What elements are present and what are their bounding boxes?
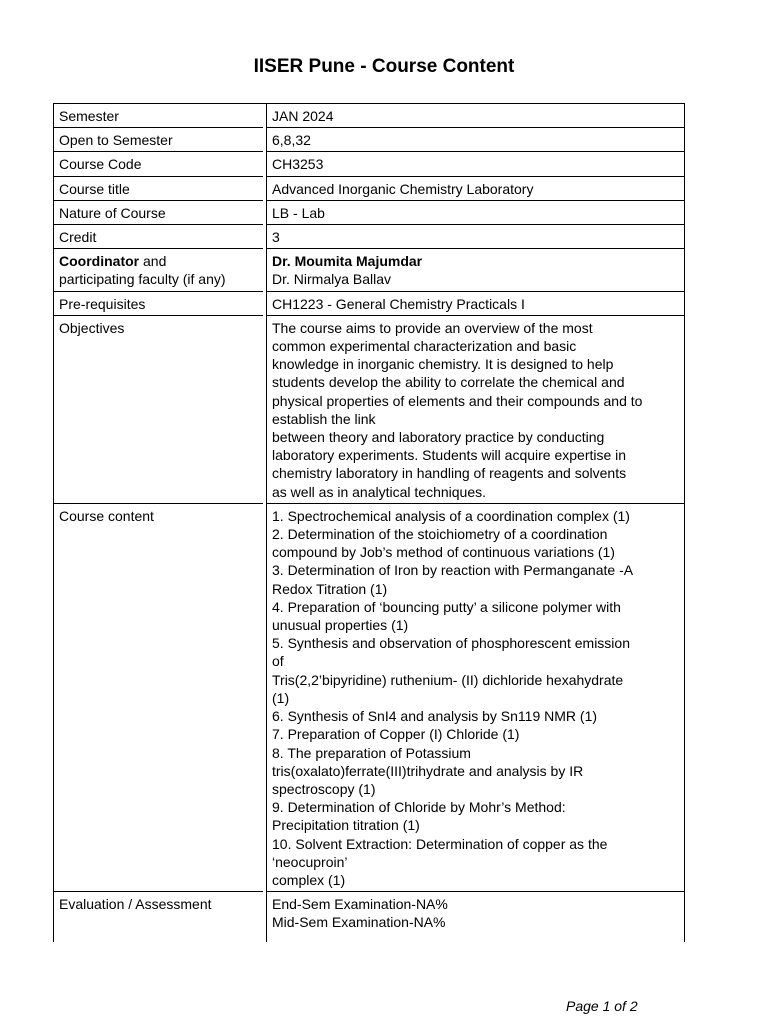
coordinator-label-suffix: and [139, 253, 167, 270]
table-row-open-to-semester [53, 128, 685, 152]
coordinator-label-line2: participating faculty (if any) [59, 271, 226, 288]
table-row-objectives [53, 316, 685, 504]
table-row-prerequisites [53, 292, 685, 316]
content-line: of [272, 653, 284, 670]
content-line: 4. Preparation of ‘bouncing putty’ a silicone polymer with [272, 598, 621, 615]
content-line: compound by Job’s method of continuous variations (1) [272, 544, 615, 561]
content-line: 6. Synthesis of SnI4 and analysis by Sn119 NMR (1) [272, 708, 598, 725]
row-value: CH1223 - General Chemistry Practicals I [266, 292, 685, 316]
row-value: 3 [266, 225, 685, 249]
content-line: spectroscopy (1) [272, 780, 376, 797]
content-line: 5. Synthesis and observation of phosphorescent emission [272, 635, 630, 652]
row-value: JAN 2024 [266, 104, 685, 128]
content-line: Precipitation titration (1) [272, 817, 420, 834]
row-label: Evaluation / Assessment [53, 892, 263, 942]
table-row-coordinator [53, 249, 685, 291]
table-row-evaluation [53, 892, 685, 942]
row-value [266, 504, 685, 892]
content-line: 9. Determination of Chloride by Mohr’s Method: [272, 799, 566, 816]
table-row-course-content [53, 504, 685, 892]
row-value: 6,8,32 [266, 128, 685, 152]
objectives-line: laboratory experiments. Students will acquire expertise in [272, 447, 627, 464]
content-line: complex (1) [272, 871, 346, 888]
course-table [53, 103, 685, 942]
row-value: CH3253 [266, 152, 685, 176]
content-line: 10. Solvent Extraction: Determination of copper as the [272, 835, 608, 852]
row-label: Semester [53, 104, 263, 128]
content-line: Tris(2,2’bipyridine) ruthenium- (II) dichloride hexahydrate [272, 671, 624, 688]
row-value: Advanced Inorganic Chemistry Laboratory [266, 177, 685, 201]
content-line: tris(oxalato)ferrate(III)trihydrate and analysis by IR [272, 762, 584, 779]
content-line: 7. Preparation of Copper (I) Chloride (1) [272, 726, 520, 743]
objectives-line: The course aims to provide an overview of the most [272, 319, 593, 336]
page-title: IISER Pune - Course Content [253, 56, 515, 77]
table-row-course-code [53, 152, 685, 176]
row-label: Course content [53, 504, 263, 892]
coordinator-name: Dr. Moumita Majumdar [272, 253, 423, 270]
table-row-nature-of-course [53, 201, 685, 225]
evaluation-line: Mid-Sem Examination-NA% [272, 914, 446, 931]
coordinator-label: Coordinator [59, 253, 140, 270]
objectives-line: physical properties of elements and their compounds and to [272, 392, 643, 409]
evaluation-line: End-Sem Examination-NA% [272, 896, 448, 913]
page-number: Page 1 of 2 [566, 998, 638, 1014]
row-value: LB - Lab [266, 201, 685, 225]
objectives-line: chemistry laboratory in handling of reagents and solvents [272, 465, 627, 482]
content-line: (1) [272, 689, 290, 706]
objectives-line: knowledge in inorganic chemistry. It is designed to help [272, 356, 614, 373]
content-line: 2. Determination of the stoichiometry of a coordination [272, 526, 608, 543]
row-label: Nature of Course [53, 201, 263, 225]
row-value [266, 316, 685, 504]
objectives-line: between theory and laboratory practice by conducting [272, 429, 605, 446]
table-row-course-title [53, 177, 685, 201]
faculty-name: Dr. Nirmalya Ballav [272, 271, 392, 288]
content-line: 1. Spectrochemical analysis of a coordination complex (1) [272, 507, 630, 524]
row-value [266, 892, 685, 942]
row-label: Open to Semester [53, 128, 263, 152]
row-label: Course Code [53, 152, 263, 176]
content-line: unusual properties (1) [272, 617, 409, 634]
table-row-credit [53, 225, 685, 249]
objectives-line: students develop the ability to correlate the chemical and [272, 374, 625, 391]
content-line: ‘neocuproin’ [272, 853, 348, 870]
content-line: 3. Determination of Iron by reaction with Permanganate -A [272, 562, 634, 579]
row-label: Pre-requisites [53, 292, 263, 316]
row-label: Credit [53, 225, 263, 249]
row-label: Objectives [53, 316, 263, 504]
row-value [266, 249, 685, 291]
content-line: 8. The preparation of Potassium [272, 744, 471, 761]
objectives-line: establish the link [272, 410, 376, 427]
row-label [53, 249, 263, 291]
table-row-semester [53, 104, 685, 128]
objectives-line: as well as in analytical techniques. [272, 483, 487, 500]
objectives-line: common experimental characterization and basic [272, 338, 577, 355]
row-label: Course title [53, 177, 263, 201]
content-line: Redox Titration (1) [272, 580, 388, 597]
